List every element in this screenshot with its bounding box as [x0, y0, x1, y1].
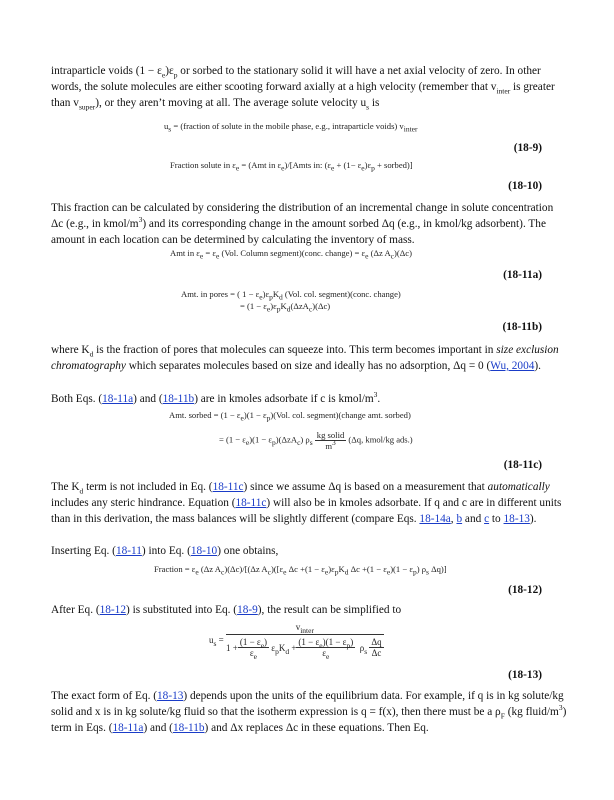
paragraph-kd-not-included: The $K_d$ term is not included in Eq. (18-11c) since we assume Δq is based on a measurement that automatically includes any steric hindrance. Equation (18-11c) will also be in kmoles adsorbate. If q and c are in different units than in this derivation, the mass balances will be slightly different (compare Eqs. 18-14a, b and c to 18-13). — [51, 481, 562, 525]
equation-number-18-12: (18-12) — [508, 584, 542, 596]
eq-link-18-11b-second[interactable]: 18-11b — [172, 722, 205, 734]
eq-link-18-14c[interactable]: c — [484, 513, 490, 525]
paragraph-fraction: This fraction can be calculated by considering the distribution of an incremental change in solute concentration Δc (e.g., in kmol/$m^3$) and its corresponding change in the amount sorbed Δq (e.g., in kmol/kg adsorbent). The amount in each location can be determined by calculating the inventory of mass. — [51, 202, 554, 246]
paragraph-after-eq: After Eq. (18-12) is substituted into Eq. (18-9), the result can be simplified to — [51, 604, 402, 616]
eq-link-18-14a[interactable]: 18-14a — [419, 513, 451, 525]
eq-link-18-9[interactable]: 18-9 — [237, 604, 258, 616]
velocity-main-fraction: $v_{inter}$ 1 + $\frac{(1 - \varepsilon_e)}{\varepsilon_e}$ $\varepsilon_pK_d$ + $\frac{(1 - \varepsilon_e)(1 - \varepsilon_p)}{\varepsilon_e}$ $\rho_s$ $\frac{\Delta q}{\Delta c}$ — [226, 622, 382, 661]
equation-fraction-solute: Fraction solute in $\varepsilon_e = (Amt$ in $\varepsilon_e)/[Amts$ in: ($\varepsilon_e + (1- \varepsilon_e)\varepsilon_p$ + sorbed)] — [170, 160, 413, 173]
equation-number-18-10: (18-10) — [508, 180, 542, 192]
equation-number-18-11b: (18-11b) — [502, 321, 542, 333]
eq-link-18-11a[interactable]: 18-11a — [102, 393, 134, 405]
equation-amount-pores-line1: Amt. in pores = ( $1 - \varepsilon_e)\varepsilon_pK_d$ (Vol. col. segment)(conc. change) — [181, 289, 401, 302]
equation-number-18-11c: (18-11c) — [503, 459, 542, 471]
paragraph-kd: where $K_d$ is the fraction of pores that molecules can squeeze into. This term becomes important in size exclusion chromatography which separates molecules based on size and ideally has no adsorption, Δq = 0 (Wu, 2004). — [51, 344, 559, 372]
eq-link-18-11c-second[interactable]: 18-11c — [235, 497, 267, 509]
eq-link-18-11[interactable]: 18-11 — [115, 545, 142, 557]
equation-amount-sorbed-line1: Amt. sorbed = $(1 - \varepsilon_e)(1 - \varepsilon_p)(Vol$. col. segment)(change amt. sorbed) — [169, 410, 411, 423]
delta-q-over-delta-c: $\frac{\Delta q}{\Delta c}$ — [371, 637, 382, 658]
equation-average-velocity: $u_s$ = (fraction of solute in the mobile phase, e.g., intraparticle voids) $v_{inter}$ — [164, 121, 418, 134]
eq-link-18-12[interactable]: 18-12 — [99, 604, 126, 616]
equation-fraction-full: Fraction = $\varepsilon_e$ (Δz $A_c)(\Delta c)/[(\Delta z$ $A_c)([\varepsilon_e$ $\Delta c +(1 - \varepsilon_e)\varepsilon_pK_d$ $\Delta c +(1 - \varepsilon_e)(1 - \varepsilon_p)$ $\rho_s$ Δq)] — [154, 564, 447, 577]
eq-link-18-11b[interactable]: 18-11b — [162, 393, 195, 405]
equation-final-velocity: $u_s$ = $v_{inter}$ 1 + $\frac{(1 - \varepsilon_e)}{\varepsilon_e}$ $\varepsilon_pK_d$ + $\frac{(1 - \varepsilon_e)(1 - \varepsilon_p)}{\varepsilon_e}$ $\rho_s$ $\frac{\Delta q}{\Delta c}$ — [209, 622, 382, 661]
equation-number-18-9: (18-9) — [513, 142, 542, 154]
paragraph-intro: intraparticle voids $(1 - \varepsilon_e)\varepsilon_p$ or sorbed to the stationary solid it will have a net axial velocity of zero. In other words, the solute molecules are either scooting forward axially at a high velocity (remember that $v_{inter}$ is greater than $v_{super}$), or they aren’t moving at all. The average solute velocity $u_s$ is — [51, 65, 555, 112]
kg-solid-per-m3-fraction: $\frac{\text{kg solid}}{m^3}$ — [316, 430, 345, 451]
eq-link-18-14b[interactable]: b — [456, 513, 463, 525]
equation-amount-external: Amt in $\varepsilon_e = \varepsilon_e$ (Vol. Column segment)(conc. change) = $\varepsilon_e$ (Δz $A_c)(\Delta c)$ — [170, 248, 412, 261]
equation-number-18-13: (18-13) — [508, 669, 542, 681]
equation-amount-pores-line2: = $(1 - \varepsilon_e)\varepsilon_pK_d(\Delta zA_c)(\Delta c)$ — [240, 301, 331, 314]
paragraph-both-eqs: Both Eqs. (18-11a) and (18-11b) are in kmoles adsorbate if c is kmol/$m^3$. — [51, 390, 381, 405]
eq-link-18-11c[interactable]: 18-11c — [212, 481, 244, 493]
porosity-fraction-2: $\frac{(1 - \varepsilon_e)(1 - \varepsilon_p)}{\varepsilon_e}$ — [298, 637, 354, 661]
eq-link-18-13[interactable]: 18-13 — [503, 513, 530, 525]
porosity-fraction-1: $\frac{(1 - \varepsilon_e)}{\varepsilon_e}$ — [239, 637, 268, 661]
eq-link-18-11a-second[interactable]: 18-11a — [112, 722, 144, 734]
paragraph-inserting: Inserting Eq. (18-11) into Eq. (18-10) one obtains, — [51, 545, 279, 557]
equation-number-18-11a: (18-11a) — [503, 269, 542, 281]
eq-link-18-10[interactable]: 18-10 — [190, 545, 218, 557]
eq-link-18-13-second[interactable]: 18-13 — [157, 690, 184, 702]
citation-link-wu-2004[interactable]: Wu, 2004 — [490, 360, 535, 372]
paragraph-exact-form: The exact form of Eq. (18-13) depends upon the units of the equilibrium data. For example, if q is in kg solute/kg solid and x is in kg solute/kg fluid so that the isotherm expression is q = f(x), then there must be a $\rho_F$ (kg fluid/$m^3$) term in Eqs. (18-11a) and (18-11b) and Δx replaces Δc in these equations. Then Eq. — [51, 690, 567, 734]
equation-amount-sorbed-line2: = $(1 - \varepsilon_e)(1 - \varepsilon_p)(\Delta zA_c)$ $\rho_s$ $\frac{\text{kg solid}}{m^3}$ (Δq, kmol/kg ads.) — [219, 430, 413, 451]
